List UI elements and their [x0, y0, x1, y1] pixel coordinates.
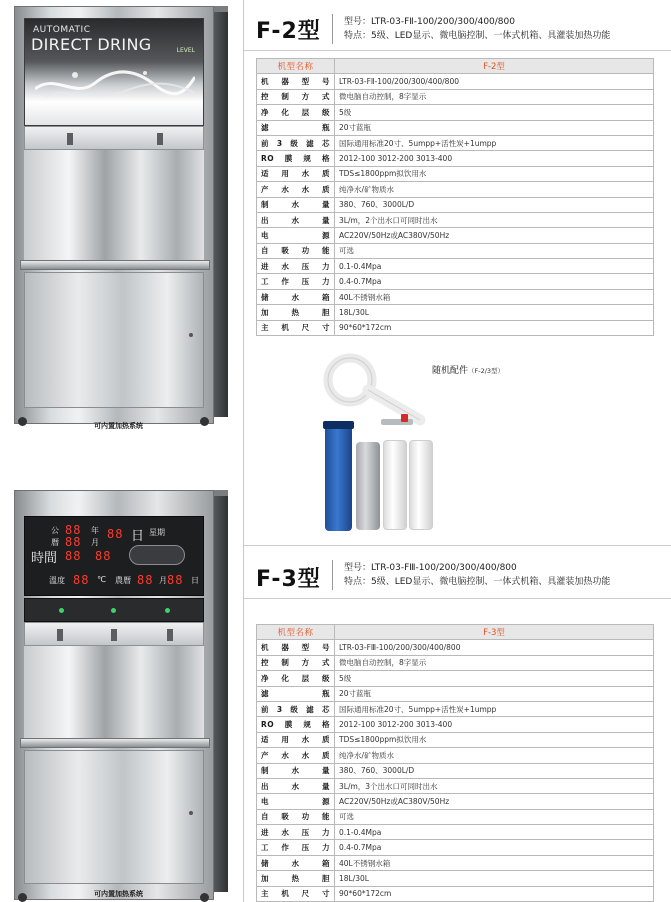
spec-value: 5级 [335, 105, 654, 120]
table-row [257, 151, 654, 166]
table-row [257, 228, 654, 243]
digit-lunar-month: 88 [137, 573, 154, 587]
spec-key: 自吸功能 [257, 809, 335, 824]
f3-title: F-3型 [256, 567, 321, 592]
spec-value: 3L/m，2个出水口可同时出水 [335, 212, 654, 227]
table-row [257, 320, 654, 335]
spec-key: 进水压力 [257, 259, 335, 274]
spec-value: 40L不锈钢水箱 [335, 289, 654, 304]
label-celsius: ℃ [97, 575, 106, 584]
f2-title-rule [332, 14, 333, 44]
f3-header-rule [244, 598, 671, 599]
spec-value: AC220V/50Hz或AC380V/50Hz [335, 228, 654, 243]
label-lunar-yue: 月 [159, 576, 167, 585]
spec-value: 20寸蓝瓶 [335, 120, 654, 135]
spec-key: 自吸功能 [257, 243, 335, 258]
spec-key: 主机尺寸 [257, 886, 335, 901]
spec-key: 工作压力 [257, 840, 335, 855]
spec-key: 制水量 [257, 763, 335, 778]
tap-middle [111, 629, 117, 641]
f2-model-line: 型号：LTR-03-FⅡ-100/200/300/400/800 [344, 17, 515, 27]
f3-drip-shelf [20, 738, 210, 748]
f2-dispensing-recess [24, 150, 204, 260]
table-row [257, 274, 654, 289]
f3-button-strip [24, 598, 204, 622]
table-row [257, 182, 654, 197]
f2-heating-caption: 可内置加热系统 [94, 422, 143, 430]
spec-value: 5级 [335, 671, 654, 686]
table-row [257, 166, 654, 181]
table-row [257, 89, 654, 104]
f3-heating-caption: 可内置加热系统 [94, 890, 143, 898]
spec-key: 进水压力 [257, 825, 335, 840]
f3-top-rule [244, 545, 671, 546]
spec-key: RO膜规格 [257, 151, 335, 166]
spec-value: 可选 [335, 243, 654, 258]
spec-key: 前3级滤芯 [257, 135, 335, 150]
accessories-title: 随机配件 [432, 366, 469, 376]
accessories-note: （F-2/3型） [468, 367, 505, 375]
label-nian: 年 [91, 526, 99, 535]
label-li: 曆 [51, 538, 59, 547]
table-header-row [257, 59, 654, 74]
spec-value: 18L/30L [335, 305, 654, 320]
spec-key: 机器型号 [257, 74, 335, 89]
tap-left [67, 133, 73, 145]
caster-left [18, 417, 27, 426]
table-row [257, 794, 654, 809]
tap-right [167, 629, 173, 641]
table-row [257, 732, 654, 747]
spec-key: 电源 [257, 794, 335, 809]
table-row [257, 717, 654, 732]
f2-header-rule [244, 50, 671, 51]
panel-brand-text: DIRECT DRING [31, 35, 152, 54]
spec-key: 产水水质 [257, 748, 335, 763]
table-row [257, 212, 654, 227]
label-yue: 月 [91, 538, 99, 547]
spec-value: 20寸蓝瓶 [335, 686, 654, 701]
spec-value: 0.1-0.4Mpa [335, 259, 654, 274]
f2-nozzle-bar [24, 126, 204, 150]
membrane-cap [323, 421, 354, 429]
table-row [257, 120, 654, 135]
table-row [257, 197, 654, 212]
table-row [257, 259, 654, 274]
table-row [257, 840, 654, 855]
keyhole [189, 811, 193, 815]
spec-key: 净化层级 [257, 105, 335, 120]
spec-key: 加热胆 [257, 305, 335, 320]
spec-key: 电源 [257, 228, 335, 243]
spec-key: 机器型号 [257, 640, 335, 655]
spec-key: RO膜规格 [257, 717, 335, 732]
table-row [257, 655, 654, 670]
indicator-light-3 [165, 608, 170, 613]
digit-temp: 88 [73, 573, 90, 587]
f3-model-line: 型号：LTR-03-FⅢ-100/200/300/400/800 [344, 563, 517, 573]
table-row [257, 135, 654, 150]
spec-value: 微电脑自动控制，8字显示 [335, 89, 654, 104]
spec-key: 控制方式 [257, 655, 335, 670]
header-value: F-3型 [335, 625, 654, 640]
carbon-filter-image [356, 442, 380, 530]
header-key: 机型名称 [257, 625, 335, 640]
spec-value: 40L不锈钢水箱 [335, 855, 654, 870]
table-row [257, 763, 654, 778]
table-header-row [257, 625, 654, 640]
digit-year: 88 [65, 523, 82, 537]
tap-left [57, 629, 63, 641]
spec-key: 出水量 [257, 212, 335, 227]
spec-key: 主机尺寸 [257, 320, 335, 335]
spec-value: TDS≤1800ppm拟饮用水 [335, 732, 654, 747]
spec-value: AC220V/50Hz或AC380V/50Hz [335, 794, 654, 809]
pp-filter-image-1 [383, 440, 407, 530]
digit-minute: 88 [95, 549, 112, 563]
spec-key: 出水量 [257, 778, 335, 793]
f2-spec-table [256, 58, 654, 336]
f2-display-panel [24, 18, 204, 126]
spec-key: 滤瓶 [257, 120, 335, 135]
caster-right [200, 893, 209, 902]
f2-machine-image [14, 6, 228, 424]
f2-title: F-2型 [256, 19, 321, 44]
panel-level-indicator: LEVEL [176, 47, 195, 54]
spec-value: 380、760、3000L/D [335, 197, 654, 212]
keyhole [189, 333, 193, 337]
label-lunar-ri: 日 [191, 576, 199, 585]
table-row [257, 243, 654, 258]
valve-fitting-image [379, 414, 415, 430]
label-nongli: 農曆 [115, 576, 131, 585]
cabinet-side [214, 496, 228, 892]
table-row [257, 701, 654, 716]
pp-filter-image-2 [409, 440, 433, 530]
spec-key: 适用水质 [257, 166, 335, 181]
spec-value: 2012-100 3012-200 3013-400 [335, 717, 654, 732]
spec-value: 可选 [335, 809, 654, 824]
caster-left [18, 893, 27, 902]
vertical-divider [243, 0, 244, 902]
label-xingqi: 星期 [149, 528, 165, 537]
label-wendu: 溫度 [49, 576, 65, 585]
digit-day: 88 [107, 527, 124, 541]
label-ri: 日 [131, 529, 145, 544]
tap-right [157, 133, 163, 145]
spec-key: 产水水质 [257, 182, 335, 197]
f3-dispensing-recess [24, 646, 204, 738]
f3-title-rule [332, 560, 333, 590]
table-row [257, 305, 654, 320]
spec-key: 前3级滤芯 [257, 701, 335, 716]
spec-value: 18L/30L [335, 871, 654, 886]
f2-features-line: 特点：5级、LED显示、微电脑控制、一体式机箱、具灌装加热功能 [344, 31, 611, 41]
spec-value: LTR-03-FⅡ-100/200/300/400/800 [335, 74, 654, 89]
spec-value: 90*60*172cm [335, 320, 654, 335]
table-row [257, 871, 654, 886]
spec-value: 0.4-0.7Mpa [335, 274, 654, 289]
table-row [257, 686, 654, 701]
spec-value: 380、760、3000L/D [335, 763, 654, 778]
spec-value: 2012-100 3012-200 3013-400 [335, 151, 654, 166]
accessories-label [432, 363, 504, 376]
logo-oval [129, 545, 185, 565]
table-row [257, 105, 654, 120]
digit-month: 88 [65, 535, 82, 549]
spec-value: TDS≤1800ppm拟饮用水 [335, 166, 654, 181]
f2-drip-shelf [20, 260, 210, 270]
digit-lunar-day: 88 [167, 573, 184, 587]
spec-value: 国际通用标准20寸、5umpp+活性炭+1umpp [335, 135, 654, 150]
spec-key: 滤瓶 [257, 686, 335, 701]
table-row [257, 855, 654, 870]
indicator-light-2 [111, 608, 116, 613]
spec-value: 国际通用标准20寸、5umpp+活性炭+1umpp [335, 701, 654, 716]
cabinet-side [214, 12, 228, 417]
caster-right [200, 417, 209, 426]
spec-value: 纯净水/矿物质水 [335, 748, 654, 763]
ro-membrane-image [325, 425, 352, 531]
spec-value: 0.4-0.7Mpa [335, 840, 654, 855]
spec-key: 制水量 [257, 197, 335, 212]
panel-subtitle: AUTOMATIC [33, 25, 91, 35]
table-row [257, 671, 654, 686]
f3-spec-table [256, 624, 654, 902]
label-gong: 公 [51, 526, 59, 535]
spec-value: 纯净水/矿物质水 [335, 182, 654, 197]
spec-value: 3L/m，3个出水口可同时出水 [335, 778, 654, 793]
indicator-light-1 [59, 608, 64, 613]
spec-value: LTR-03-FⅢ-100/200/300/400/800 [335, 640, 654, 655]
table-row [257, 809, 654, 824]
f3-machine-image [14, 490, 228, 900]
spec-value: 微电脑自动控制，8字显示 [335, 655, 654, 670]
table-row [257, 886, 654, 901]
spec-key: 控制方式 [257, 89, 335, 104]
spec-key: 储水箱 [257, 855, 335, 870]
table-row [257, 825, 654, 840]
header-key: 机型名称 [257, 59, 335, 74]
spec-key: 工作压力 [257, 274, 335, 289]
water-splash-graphic [35, 63, 195, 103]
f2-lower-door [24, 272, 204, 408]
digit-hour: 88 [65, 549, 82, 563]
spec-key: 加热胆 [257, 871, 335, 886]
header-value: F-2型 [335, 59, 654, 74]
f3-lower-door [24, 750, 204, 884]
table-row [257, 778, 654, 793]
table-row [257, 640, 654, 655]
spec-key: 适用水质 [257, 732, 335, 747]
label-shijian: 時間 [31, 551, 58, 566]
spec-key: 净化层级 [257, 671, 335, 686]
f3-nozzle-bar [24, 622, 204, 646]
spec-value: 0.1-0.4Mpa [335, 825, 654, 840]
table-row [257, 74, 654, 89]
f3-led-panel [24, 516, 204, 596]
table-row [257, 289, 654, 304]
table-row [257, 748, 654, 763]
spec-value: 90*60*172cm [335, 886, 654, 901]
spec-key: 储水箱 [257, 289, 335, 304]
f3-features-line: 特点：5级、LED显示、微电脑控制、一体式机箱、具灌装加热功能 [344, 577, 611, 587]
